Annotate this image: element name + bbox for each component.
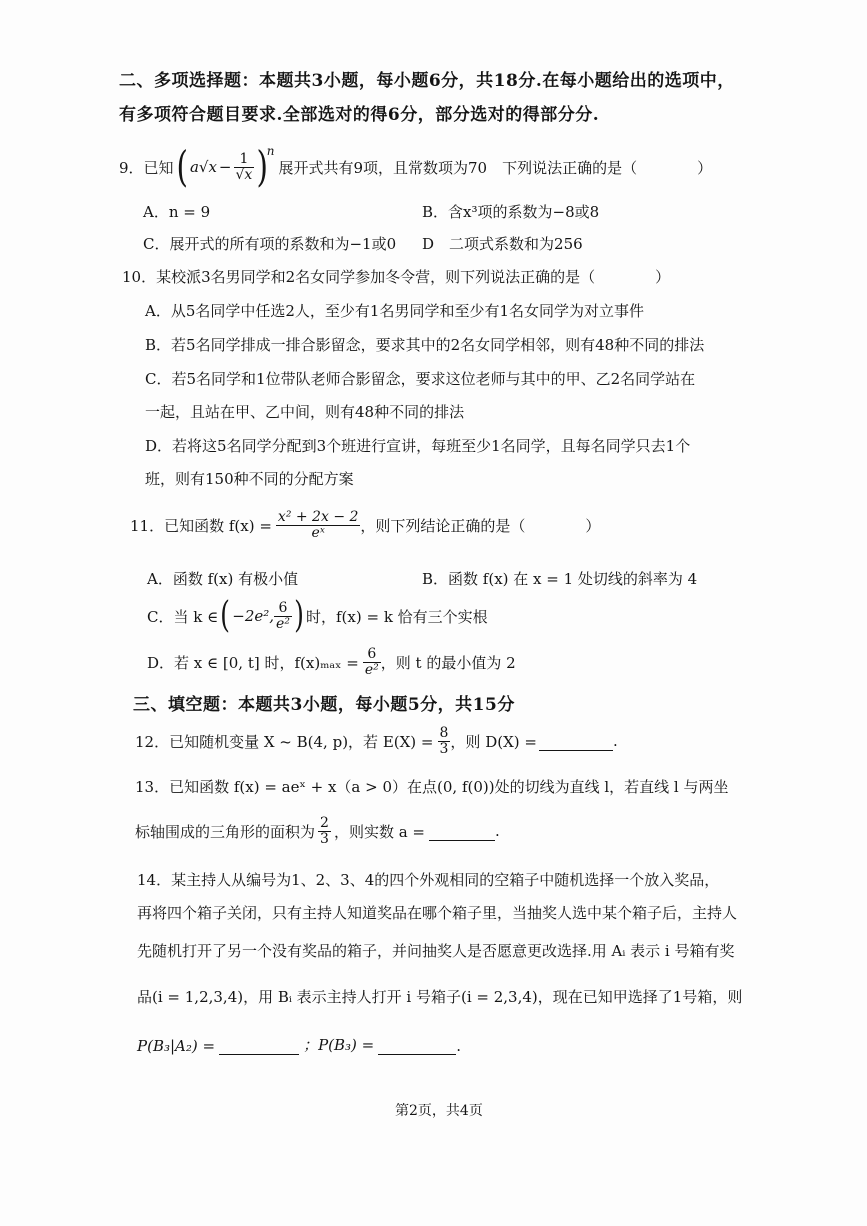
q11-option-b: B．函数 f(x) 在 x = 1 处切线的斜率为 4 bbox=[422, 570, 698, 588]
q9-fraction-num: 1 bbox=[234, 152, 255, 168]
q9-expr-a: a bbox=[189, 158, 199, 176]
question-12 bbox=[135, 718, 618, 764]
q11-option-d-num: 6 bbox=[363, 647, 381, 663]
section2-heading-line1: 二、多项选择题：本题共3小题，每小题6分，共18分.在每小题给出的选项中， bbox=[119, 71, 735, 91]
q13-line2-pre: 标轴围成的三角形的面积为 bbox=[135, 822, 316, 841]
q14-end: . bbox=[456, 1037, 462, 1055]
q9-fraction-den: √x bbox=[235, 166, 253, 183]
q12-end: . bbox=[612, 732, 618, 750]
q12-pre: 12．已知随机变量 X ~ B(4, p)，若 E(X) = bbox=[135, 732, 434, 751]
q13-fraction bbox=[318, 816, 331, 846]
q11-fraction-num: x² + 2x − 2 bbox=[277, 508, 359, 525]
q11-option-d bbox=[147, 640, 516, 684]
q11-option-c-pre: C．当 k ∈ bbox=[147, 607, 219, 626]
q9-option-a: A．n = 9 bbox=[143, 203, 211, 221]
q10-option-d-line1: D．若将这5名同学分配到3个班进行宣讲，每班至少1名同学，且每名同学只去1个 bbox=[145, 437, 691, 455]
q12-num: 8 bbox=[439, 724, 449, 741]
question-14-line5 bbox=[137, 1034, 461, 1055]
q9-fraction bbox=[234, 152, 255, 182]
q10-option-c-line2: 一起，且站在甲、乙中间，则有48种不同的排法 bbox=[145, 403, 465, 421]
q11-option-c-rparen: ) bbox=[294, 595, 304, 636]
q10-option-b: B．若5名同学排成一排合影留念，要求其中的2名女同学相邻，则有48种不同的排法 bbox=[145, 336, 705, 354]
question-14-line2: 再将四个箱子关闭，只有主持人知道奖品在哪个箱子里，当抽奖人选中某个箱子后，主持人 bbox=[137, 904, 738, 922]
q11-option-d-den: e² bbox=[364, 661, 379, 678]
q11-option-c-left: −2e², bbox=[232, 607, 275, 625]
q9-option-c: C．展开式的所有项的系数和为−1或0 bbox=[143, 235, 397, 253]
q11-option-d-pre: D．若 x ∈ [0, t] 时，f(x)ₘₐₓ = bbox=[147, 653, 359, 672]
q9-left-paren: ( bbox=[176, 142, 188, 191]
q11-suffix: ，则下列结论正确的是（ ） bbox=[360, 516, 601, 535]
question-14-line1: 14．某主持人从编号为1、2、3、4的四个外观相同的空箱子中随机选择一个放入奖品， bbox=[137, 871, 720, 889]
q11-option-c-fraction bbox=[274, 601, 292, 631]
q14-answer-blank-1 bbox=[219, 1038, 299, 1055]
q9-prefix: 9．已知 bbox=[119, 158, 174, 177]
q11-fraction bbox=[276, 510, 360, 540]
q11-option-c-lparen: ( bbox=[220, 595, 231, 636]
q11-option-c bbox=[147, 593, 488, 639]
q12-fraction bbox=[438, 726, 451, 756]
q11-option-c-num: 6 bbox=[274, 601, 292, 617]
q11-prefix: 11．已知函数 f(x) = bbox=[130, 516, 272, 535]
q13-answer-blank bbox=[429, 822, 495, 841]
question-11-stem bbox=[130, 503, 600, 547]
q9-right-paren: ) bbox=[256, 142, 269, 191]
q11-option-c-den: e² bbox=[276, 615, 290, 632]
q9-expr-minus: − bbox=[218, 158, 232, 176]
q9-expr-sqrt: √x bbox=[198, 158, 217, 176]
q14-p-b3-given-a2: P(B₃|A₂) = bbox=[137, 1037, 216, 1055]
q11-fraction-den: eˣ bbox=[311, 524, 325, 541]
q14-p-b3: ；P(B₃) = bbox=[303, 1036, 375, 1054]
q11-option-d-post: ，则 t 的最小值为 2 bbox=[380, 653, 516, 672]
q11-option-a: A．函数 f(x) 有极小值 bbox=[147, 570, 299, 588]
q12-answer-blank bbox=[539, 732, 613, 751]
section3-heading: 三、填空题：本题共3小题，每小题5分，共15分 bbox=[133, 695, 515, 715]
q11-option-c-post: 时，f(x) = k 恰有三个实根 bbox=[306, 607, 488, 626]
q14-answer-blank-2 bbox=[378, 1038, 456, 1055]
q10-option-c-line1: C．若5名同学和1位带队老师合影留念，要求这位老师与其中的甲、乙2名同学站在 bbox=[145, 370, 696, 388]
question-13-line2 bbox=[135, 808, 500, 854]
q9-stem-text: 展开式共有9项，且常数项为70 下列说法正确的是（ ） bbox=[278, 158, 713, 177]
question-13-line1: 13．已知函数 f(x) = aeˣ + x（a > 0）在点(0, f(0))处的切线为直线 l，若直线 l 与两坐 bbox=[135, 778, 729, 796]
q9-option-d: D 二项式系数和为256 bbox=[422, 235, 583, 253]
q10-option-d-line2: 班，则有150种不同的分配方案 bbox=[145, 470, 354, 488]
q12-den: 3 bbox=[439, 740, 449, 757]
question-14-line4: 品(i = 1,2,3,4)，用 Bᵢ 表示主持人打开 i 号箱子(i = 2,3,4)，现在已知甲选择了1号箱，则 bbox=[137, 988, 743, 1006]
q9-option-b: B．含x³项的系数为−8或8 bbox=[422, 203, 600, 221]
q13-end: . bbox=[495, 822, 500, 840]
question-9-stem bbox=[119, 142, 712, 192]
question-10-stem: 10．某校派3名男同学和2名女同学参加冬令营，则下列说法正确的是（ ） bbox=[122, 268, 671, 286]
q10-option-a: A．从5名同学中任选2人，至少有1名男同学和至少有1名女同学为对立事件 bbox=[145, 302, 645, 320]
q13-num: 2 bbox=[320, 814, 329, 831]
q13-line2-post: ，则实数 a = bbox=[333, 822, 425, 841]
question-14-line3: 先随机打开了另一个没有奖品的箱子，并问抽奖人是否愿意更改选择.用 Aᵢ 表示 i 号箱有奖 bbox=[137, 942, 735, 960]
q13-den: 3 bbox=[320, 830, 329, 847]
q11-option-d-fraction bbox=[363, 647, 381, 677]
q12-post: ，则 D(X) = bbox=[450, 732, 537, 751]
q9-exponent: n bbox=[266, 144, 275, 158]
section2-heading-line2: 有多项符合题目要求.全部选对的得6分，部分选对的得部分分. bbox=[119, 105, 600, 125]
page-footer: 第2页，共4页 bbox=[395, 1103, 483, 1119]
